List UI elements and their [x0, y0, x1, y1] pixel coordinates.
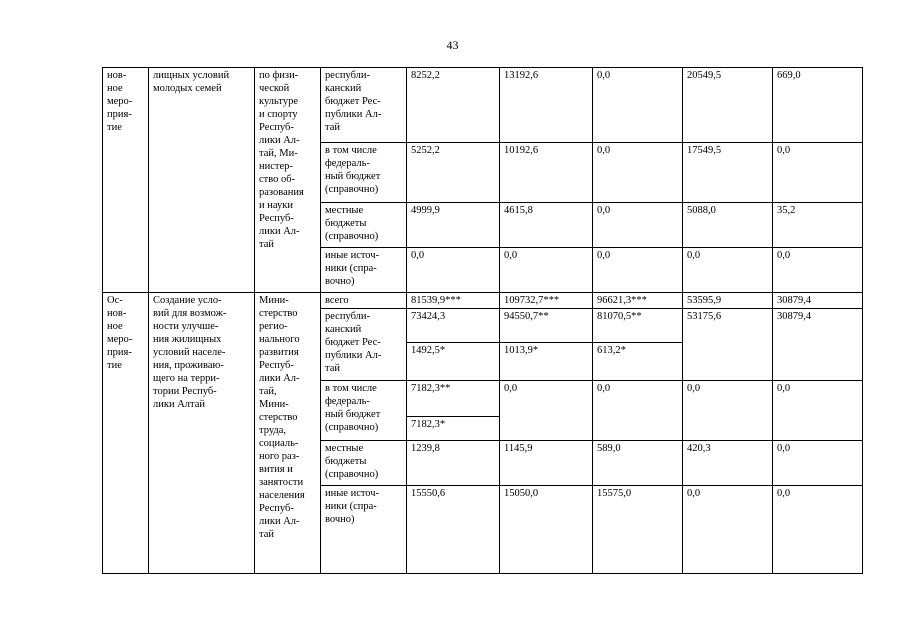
value-cell: 73424,3: [407, 309, 500, 343]
value-cell: 1239,8: [407, 441, 500, 486]
value-cell: 0,0: [500, 248, 593, 293]
measure-name-cell: лищных условий молодых семей: [149, 68, 255, 293]
value-cell: 0,0: [683, 248, 773, 293]
value-cell: 7182,3*: [407, 417, 500, 441]
value-cell: 5252,2: [407, 143, 500, 203]
funding-source-cell: местные бюджеты (справочно): [321, 203, 407, 248]
value-cell: 94550,7**: [500, 309, 593, 343]
funding-source-cell: иные источ- ники (спра- вочно): [321, 486, 407, 574]
value-cell: 0,0: [683, 381, 773, 441]
value-cell: 1492,5*: [407, 343, 500, 381]
funding-source-cell: иные источ- ники (спра- вочно): [321, 248, 407, 293]
value-cell: 0,0: [773, 143, 863, 203]
value-cell: 613,2*: [593, 343, 683, 381]
funding-source-cell: республи- канский бюджет Рес- публики Ал- тай: [321, 309, 407, 381]
value-cell: 15550,6: [407, 486, 500, 574]
funding-source-cell: в том числе федераль- ный бюджет (справочно): [321, 381, 407, 441]
measure-name-cell: Создание усло- вий для возмож- ности улучше- ния жилищных условий населе- ния, проживаю- щего на терри- тории Респуб- лики Алтай: [149, 293, 255, 574]
funding-source-cell: республи- канский бюджет Рес- публики Ал- тай: [321, 68, 407, 143]
value-cell: 13192,6: [500, 68, 593, 143]
value-cell: 420,3: [683, 441, 773, 486]
value-cell: 10192,6: [500, 143, 593, 203]
value-cell: 7182,3**: [407, 381, 500, 417]
value-cell: 30879,4: [773, 293, 863, 309]
value-cell: 4999,9: [407, 203, 500, 248]
value-cell: 8252,2: [407, 68, 500, 143]
executor-cell: Мини- стерство регио- нального развития Респуб- лики Ал- тай, Мини- стерство труда, социаль- ного раз- вития и занятости населения Респуб- лики Ал- тай: [255, 293, 321, 574]
value-cell: 1013,9*: [500, 343, 593, 381]
value-cell: 0,0: [773, 441, 863, 486]
value-cell: 0,0: [593, 248, 683, 293]
value-cell: 4615,8: [500, 203, 593, 248]
measure-type-cell: нов- ное меро- прия- тие: [103, 68, 149, 293]
value-cell: 15575,0: [593, 486, 683, 574]
value-cell: 0,0: [773, 248, 863, 293]
value-cell: 0,0: [407, 248, 500, 293]
page-number: 43: [446, 38, 459, 52]
value-cell: 81070,5**: [593, 309, 683, 343]
value-cell: 81539,9***: [407, 293, 500, 309]
value-cell: 17549,5: [683, 143, 773, 203]
value-cell: 53175,6: [683, 309, 773, 381]
value-cell: 0,0: [773, 486, 863, 574]
funding-source-cell: в том числе федераль- ный бюджет (справочно): [321, 143, 407, 203]
value-cell: 669,0: [773, 68, 863, 143]
value-cell: 0,0: [593, 203, 683, 248]
value-cell: 53595,9: [683, 293, 773, 309]
budget-table: [102, 67, 863, 574]
value-cell: 0,0: [500, 381, 593, 441]
value-cell: 5088,0: [683, 203, 773, 248]
funding-source-cell: местные бюджеты (справочно): [321, 441, 407, 486]
executor-cell: по физи- ческой культуре и спорту Респуб- лики Ал- тай, Ми- нистер- ство об- разования и науки Респуб- лики Ал- тай: [255, 68, 321, 293]
value-cell: 0,0: [773, 381, 863, 441]
table-row: [103, 293, 863, 309]
value-cell: 0,0: [593, 143, 683, 203]
value-cell: 1145,9: [500, 441, 593, 486]
table-row: [103, 68, 863, 143]
value-cell: 0,0: [593, 68, 683, 143]
value-cell: 20549,5: [683, 68, 773, 143]
funding-source-cell: всего: [321, 293, 407, 309]
value-cell: 30879,4: [773, 309, 863, 381]
measure-type-cell: Ос- нов- ное меро- прия- тие: [103, 293, 149, 574]
value-cell: 15050,0: [500, 486, 593, 574]
value-cell: 0,0: [593, 381, 683, 441]
value-cell: 109732,7***: [500, 293, 593, 309]
value-cell: 96621,3***: [593, 293, 683, 309]
value-cell: 0,0: [683, 486, 773, 574]
value-cell: 35,2: [773, 203, 863, 248]
value-cell: 589,0: [593, 441, 683, 486]
